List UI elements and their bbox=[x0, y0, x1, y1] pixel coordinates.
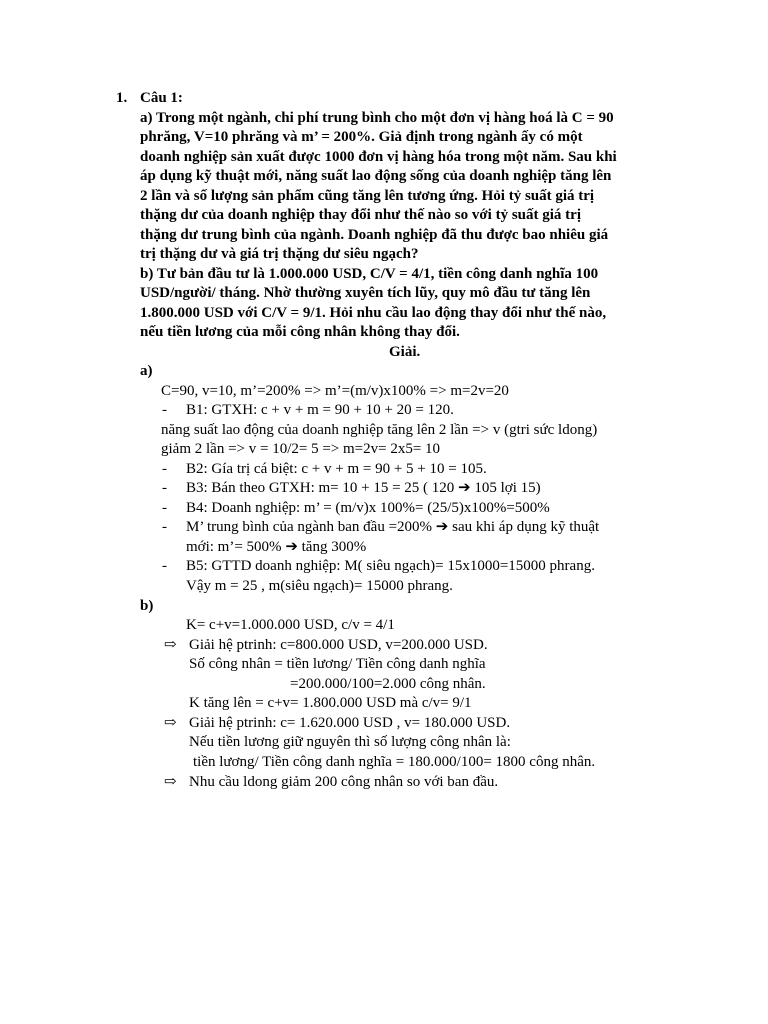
part-b-line-1: b) Tư bản đầu tư là 1.000.000 USD, C/V = 4/1, tiền công danh nghĩa 100 bbox=[140, 266, 599, 282]
solution-a-given: C=90, v=10, m’=200% => m’=(m/v)x100% => m=2v=20 bbox=[161, 383, 509, 399]
industry-average-line-2 bbox=[186, 538, 366, 558]
part-a-line-1: a) Trong một ngành, chi phí trung bình cho một đơn vị hàng hoá là C = 90 bbox=[140, 110, 614, 126]
bullet-dash: - bbox=[162, 558, 167, 574]
step-b5-line-1: B5: GTTD doanh nghiệp: M( siêu ngạch)= 15x1000=15000 phrang. bbox=[186, 558, 595, 574]
solve-system-1: Giải hệ ptrinh: c=800.000 USD, v=200.000 USD. bbox=[189, 637, 488, 653]
question-heading: Câu 1: bbox=[140, 90, 183, 106]
question-number: 1. bbox=[116, 90, 128, 106]
part-a-line-3: doanh nghiệp sản xuất được 1000 đơn vị hàng hóa trong một năm. Sau khi bbox=[140, 149, 617, 165]
part-a-line-6: thặng dư của doanh nghiệp thay đổi như thế nào so với tỷ suất giá trị bbox=[140, 207, 581, 223]
industry-average-line-1 bbox=[186, 518, 599, 538]
productivity-line-1: năng suất lao động của doanh nghiệp tăng lên 2 lần => v (gtri sức ldong) bbox=[161, 422, 598, 438]
step-b3-text-pre: B3: Bán theo GTXH: m= 10 + 15 = 25 ( 120 bbox=[186, 480, 459, 496]
hollow-arrow-icon: ⇨ bbox=[164, 774, 177, 790]
constant-wage-line-1: Nếu tiền lương giữ nguyên thì số lượng công nhân là: bbox=[189, 734, 511, 750]
part-b-line-3: 1.800.000 USD với C/V = 9/1. Hỏi nhu cầu lao động thay đổi như thế nào, bbox=[140, 305, 607, 321]
bullet-dash: - bbox=[162, 461, 167, 477]
workers-formula: Số công nhân = tiền lương/ Tiền công danh nghĩa bbox=[189, 656, 486, 672]
part-a-line-8: trị thặng dư và giá trị thặng dư siêu ngạch? bbox=[140, 246, 419, 262]
step-b3-text-post: 105 lợi 15) bbox=[470, 480, 541, 496]
part-a-line-2: phrăng, V=10 phrăng và m’ = 200%. Giả định trong ngành ấy có một bbox=[140, 129, 583, 145]
bullet-dash: - bbox=[162, 519, 167, 535]
capital-line: K= c+v=1.000.000 USD, c/v = 4/1 bbox=[186, 617, 395, 633]
industry-average2-text-pre: mới: m’= 500% bbox=[186, 539, 286, 555]
arrow-right-icon: ➔ bbox=[285, 539, 298, 555]
step-b3 bbox=[186, 479, 541, 499]
solve-system-2: Giải hệ ptrinh: c= 1.620.000 USD , v= 180.000 USD. bbox=[189, 715, 511, 731]
conclusion: Nhu cầu ldong giảm 200 công nhân so với ban đầu. bbox=[189, 774, 499, 790]
bullet-dash: - bbox=[162, 480, 167, 496]
solution-a-label: a) bbox=[140, 363, 153, 379]
step-b4: B4: Doanh nghiệp: m’ = (m/v)x 100%= (25/5)x100%=500% bbox=[186, 500, 550, 516]
step-b2: B2: Gía trị cá biệt: c + v + m = 90 + 5 + 10 = 105. bbox=[186, 461, 487, 477]
industry-average2-text-post: tăng 300% bbox=[297, 539, 367, 555]
workers-result: =200.000/100=2.000 công nhân. bbox=[290, 676, 486, 692]
arrow-right-icon: ➔ bbox=[435, 519, 449, 535]
part-a-line-7: thặng dư trung bình của ngành. Doanh nghiệp đã thu được bao nhiêu giá bbox=[140, 227, 609, 243]
part-b-line-2: USD/người/ tháng. Nhờ thường xuyên tích lũy, quy mô đầu tư tăng lên bbox=[140, 285, 591, 301]
step-b1: B1: GTXH: c + v + m = 90 + 10 + 20 = 120. bbox=[186, 402, 454, 418]
part-b-line-4: nếu tiền lương của mỗi công nhân không thay đổi. bbox=[140, 324, 460, 340]
productivity-line-2: giảm 2 lần => v = 10/2= 5 => m=2v= 2x5= 10 bbox=[161, 441, 441, 457]
part-a-line-5: 2 lần và số lượng sản phẩm cũng tăng lên tương ứng. Hỏi tỷ suất giá trị bbox=[140, 188, 595, 204]
capital-increase: K tăng lên = c+v= 1.800.000 USD mà c/v= 9/1 bbox=[189, 695, 472, 711]
solution-b-label: b) bbox=[140, 598, 154, 614]
hollow-arrow-icon: ⇨ bbox=[164, 715, 177, 731]
solution-title: Giải. bbox=[389, 344, 421, 360]
step-b5-line-2: Vậy m = 25 , m(siêu ngạch)= 15000 phrang. bbox=[186, 578, 453, 594]
bullet-dash: - bbox=[162, 500, 167, 516]
constant-wage-line-2: tiền lương/ Tiền công danh nghĩa = 180.000/100= 1800 công nhân. bbox=[193, 754, 596, 770]
industry-average-text-post: sau khi áp dụng kỹ thuật bbox=[448, 519, 600, 535]
industry-average-text-pre: M’ trung bình của ngành ban đầu =200% bbox=[186, 519, 436, 535]
part-a-line-4: áp dụng kỹ thuật mới, năng suất lao động sống của doanh nghiệp tăng lên bbox=[140, 168, 612, 184]
hollow-arrow-icon: ⇨ bbox=[164, 637, 177, 653]
arrow-right-icon: ➔ bbox=[458, 480, 471, 496]
bullet-dash: - bbox=[162, 402, 167, 418]
